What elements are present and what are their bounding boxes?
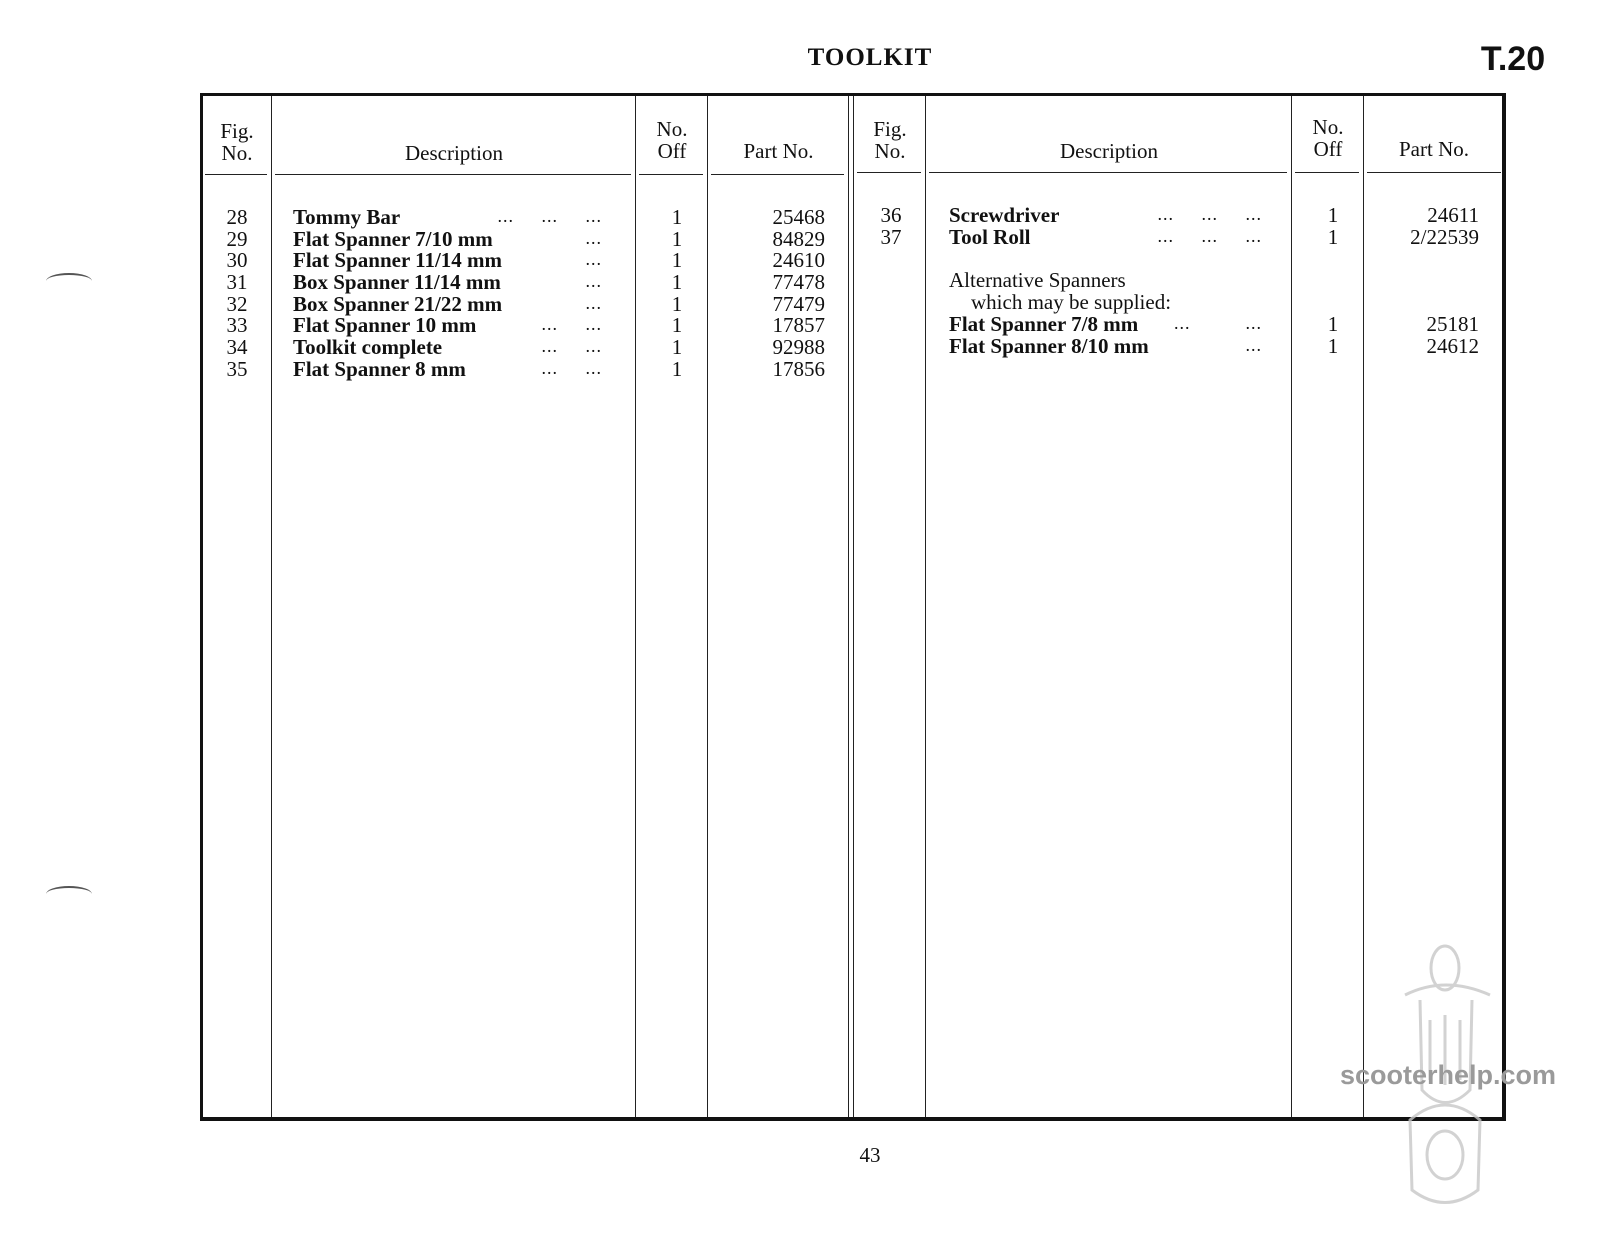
part-description: Box Spanner 21/22 mm	[293, 292, 503, 316]
column-divider	[271, 96, 272, 1117]
leader-dots: ...	[1245, 335, 1262, 355]
fig-number: 33	[226, 313, 248, 337]
column-divider	[848, 96, 849, 1117]
fig-number: 34	[226, 335, 248, 359]
header-fig-no-text: Fig. No.	[873, 117, 907, 163]
leader-dots: ... ...	[541, 314, 602, 334]
part-number: 25468	[772, 205, 825, 229]
column-divider	[1291, 96, 1292, 1117]
part-number: 24610	[772, 248, 825, 272]
header-rule	[275, 174, 631, 175]
header-no-off-text: No. Off	[1312, 115, 1344, 161]
part-description: Flat Spanner 10 mm	[293, 313, 477, 337]
header-no-off	[1293, 116, 1363, 160]
quantity: 1	[1327, 334, 1339, 358]
part-description: Flat Spanner 7/8 mm	[949, 312, 1139, 336]
quantity: 1	[671, 292, 683, 316]
leader-dots: ...	[585, 228, 602, 248]
parts-table	[200, 93, 1506, 1121]
leader-dots: ... ... ...	[1157, 204, 1262, 224]
header-part-no: Part No.	[743, 139, 814, 163]
part-number: 77478	[772, 270, 825, 294]
part-number: 25181	[1426, 312, 1479, 336]
leader-dots: ...	[585, 249, 602, 269]
quantity: 1	[1327, 203, 1339, 227]
header-no-off-text: No. Off	[656, 117, 688, 163]
page-number: 43	[859, 1143, 881, 1167]
fig-number: 31	[226, 270, 248, 294]
part-number: 17856	[772, 357, 825, 381]
leader-dots: ... ...	[541, 336, 602, 356]
header-rule	[1367, 172, 1501, 173]
header-rule	[205, 174, 267, 175]
part-number: 84829	[772, 227, 825, 251]
part-number: 24612	[1426, 334, 1479, 358]
header-part-no: Part No.	[1399, 137, 1469, 161]
header-description: Description	[1060, 139, 1158, 163]
header-fig-no-text: Fig. No.	[220, 119, 254, 165]
column-divider	[925, 96, 926, 1117]
column-divider	[1363, 96, 1364, 1117]
punch-hole-mark	[46, 886, 92, 902]
quantity: 1	[671, 357, 683, 381]
part-description: Toolkit complete	[293, 335, 443, 359]
quantity: 1	[671, 313, 683, 337]
part-description: Flat Spanner 7/10 mm	[293, 227, 493, 251]
fig-number: 28	[226, 205, 248, 229]
column-divider	[853, 96, 854, 1117]
header-rule	[1295, 172, 1359, 173]
quantity: 1	[671, 335, 683, 359]
part-number: 2/22539	[1410, 225, 1479, 249]
leader-dots: ... ...	[541, 358, 602, 378]
alternative-note-line1: Alternative Spanners	[949, 268, 1126, 292]
leader-dots: ... ... ...	[497, 206, 602, 226]
part-description: Box Spanner 11/14 mm	[293, 270, 501, 294]
fig-number: 36	[880, 203, 902, 227]
quantity: 1	[1327, 312, 1339, 336]
watermark-text: scooterhelp.com	[1340, 1060, 1557, 1090]
leader-dots: ... ... ...	[1157, 226, 1262, 246]
header-fig-no	[205, 120, 269, 164]
section-code: T.20	[1480, 40, 1546, 78]
part-description: Flat Spanner 8 mm	[293, 357, 466, 381]
fig-number: 35	[226, 357, 248, 381]
leader-dots: ...	[585, 293, 602, 313]
part-description: Flat Spanner 8/10 mm	[949, 334, 1149, 358]
fig-number: 32	[226, 292, 248, 316]
part-number: 77479	[772, 292, 825, 316]
column-divider	[635, 96, 636, 1117]
header-rule	[639, 174, 703, 175]
header-rule	[929, 172, 1287, 173]
part-description: Flat Spanner 11/14 mm	[293, 248, 503, 272]
quantity: 1	[671, 248, 683, 272]
quantity: 1	[671, 205, 683, 229]
header-description: Description	[405, 141, 503, 165]
quantity: 1	[671, 227, 683, 251]
leader-dots: ...	[585, 271, 602, 291]
part-number: 17857	[772, 313, 825, 337]
header-no-off	[637, 118, 707, 162]
part-number: 24611	[1427, 203, 1479, 227]
part-description: Tommy Bar	[293, 205, 401, 229]
fig-number: 30	[226, 248, 248, 272]
part-description: Tool Roll	[949, 225, 1031, 249]
fig-number: 37	[880, 225, 902, 249]
quantity: 1	[1327, 225, 1339, 249]
part-number: 92988	[772, 335, 825, 359]
leader-dots: ... ...	[1174, 313, 1262, 333]
page-title: TOOLKIT	[807, 44, 933, 71]
fig-number: 29	[226, 227, 248, 251]
header-rule	[711, 174, 844, 175]
alternative-note-line2: which may be supplied:	[971, 290, 1172, 314]
quantity: 1	[671, 270, 683, 294]
part-description: Screwdriver	[949, 203, 1060, 227]
punch-hole-mark	[46, 273, 92, 289]
header-rule	[857, 172, 921, 173]
header-fig-no	[855, 118, 925, 162]
